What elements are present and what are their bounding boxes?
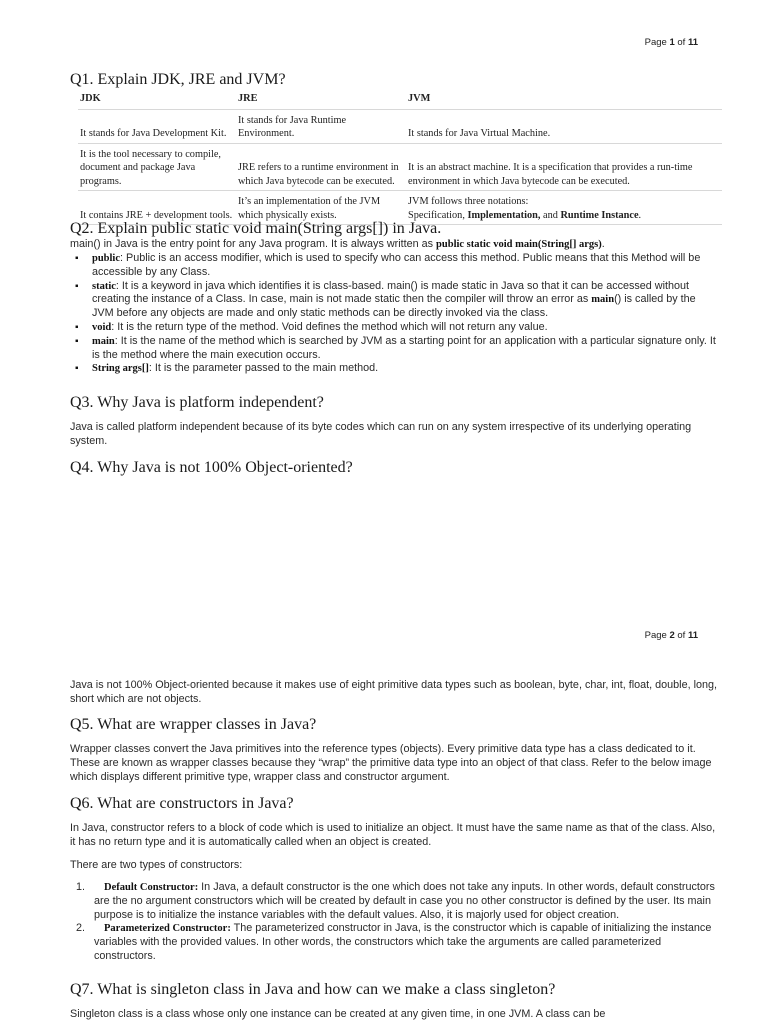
table-cell: It stands for Java Runtime Environment. [236, 109, 406, 143]
q3-body: Java is called platform independent because of its byte codes which can run on any system irrespective of its underlying operating system. [70, 421, 692, 447]
table-cell: It is the tool necessary to compile, document and package Java programs. [78, 143, 236, 191]
jdk-jre-jvm-table [78, 91, 722, 225]
list-item: ▪ void: It is the return type of the method. Void defines the method which will not return any value. [70, 321, 720, 335]
table-cell: JRE refers to a runtime environment in which Java bytecode can be executed. [236, 143, 406, 191]
header-jre: JRE [236, 91, 406, 109]
table-cell: It’s an implementation of the JVM which physically exists. [236, 191, 406, 225]
table-row [78, 143, 722, 191]
header-jdk: JDK [78, 91, 236, 109]
table-cell: It stands for Java Development Kit. [78, 109, 236, 143]
header-jvm: JVM [406, 91, 722, 109]
main-keywords-list [70, 252, 720, 376]
q6-heading: Q6. What are constructors in Java? [70, 795, 294, 812]
q7-body: Singleton class is a class whose only one instance can be created at any given time, in one JVM. A class can be [70, 1008, 606, 1020]
jvm-notations-cell: JVM follows three notations: Specification, Implementation, and Runtime Instance. [406, 191, 722, 225]
q2-intro: main() in Java is the entry point for any Java program. It is always written as public static void main(String[] args). [70, 238, 605, 250]
list-item: ▪ String args[]: It is the parameter passed to the main method. [70, 362, 720, 376]
table-cell: It stands for Java Virtual Machine. [406, 109, 722, 143]
table-header-row [78, 91, 722, 109]
q4-heading: Q4. Why Java is not 100% Object-oriented? [70, 459, 353, 476]
list-item: ▪ static: It is a keyword in java which identifies it is class-based. main() is made static in Java so that it can be accessed without creating the instance of a Class. In case, main is not made static then the compiler will throw an error as main() is called by the JVM before any objects are made and only static methods can be directly invoked via the class. [70, 280, 720, 321]
q5-heading: Q5. What are wrapper classes in Java? [70, 716, 317, 733]
q2-heading: Q2. Explain public static void main(String args[]) in Java. [70, 220, 442, 237]
q6-body: In Java, constructor refers to a block of code which is used to initialize an object. It must have the same name as that of the class. Also, it has no return type and it is automatically called when an object is created. [70, 822, 716, 848]
q5-body: Wrapper classes convert the Java primitives into the reference types (objects). Every primitive data type has a class dedicated to it. These are known as wrapper classes because they “wrap” the primitive data type into an object of that class. Refer to the below image which displays different primitive type, wrapper class and constructor argument. [70, 743, 712, 783]
list-item: ▪ public: Public is an access modifier, which is used to specify who can access this method. Public means that this Method will be accessible by any Class. [70, 252, 720, 280]
table-row [78, 109, 722, 143]
table-cell: It contains JRE + development tools. [78, 191, 236, 225]
page-number: Page 2 of 11 [644, 630, 698, 641]
q4-body: Java is not 100% Object-oriented because it makes use of eight primitive data types such as boolean, byte, char, int, float, double, long, short which are not objects. [70, 679, 717, 705]
list-item: 2. Parameterized Constructor: The parameterized constructor in Java, is the constructor which is capable of initializing the instance variables with the provided values. In other words, the constructors which take the arguments are called parameterized constructors. [76, 922, 712, 962]
q1-heading: Q1. Explain JDK, JRE and JVM? [70, 71, 286, 88]
constructor-types-list [70, 881, 720, 964]
q7-heading: Q7. What is singleton class in Java and how can we make a class singleton? [70, 981, 556, 998]
q3-heading: Q3. Why Java is platform independent? [70, 394, 324, 411]
page-number: Page 1 of 11 [644, 37, 698, 48]
list-item: ▪ main: It is the name of the method which is searched by JVM as a starting point for an application with a particular signature only. It is the method where the main execution occurs. [70, 335, 720, 363]
table-cell: It is an abstract machine. It is a specification that provides a run-time environment in which Java bytecode can be executed. [406, 143, 722, 191]
q6-types-intro: There are two types of constructors: [70, 859, 243, 871]
list-item: 1. Default Constructor: In Java, a default constructor is the one which does not take any inputs. In other words, default constructors are the no argument constructors which will be created by default in case you no other constructor is defined by the user. Its main purpose is to initialize the instance variables with the default values. Also, it is majorly used for object creation. [76, 881, 715, 921]
